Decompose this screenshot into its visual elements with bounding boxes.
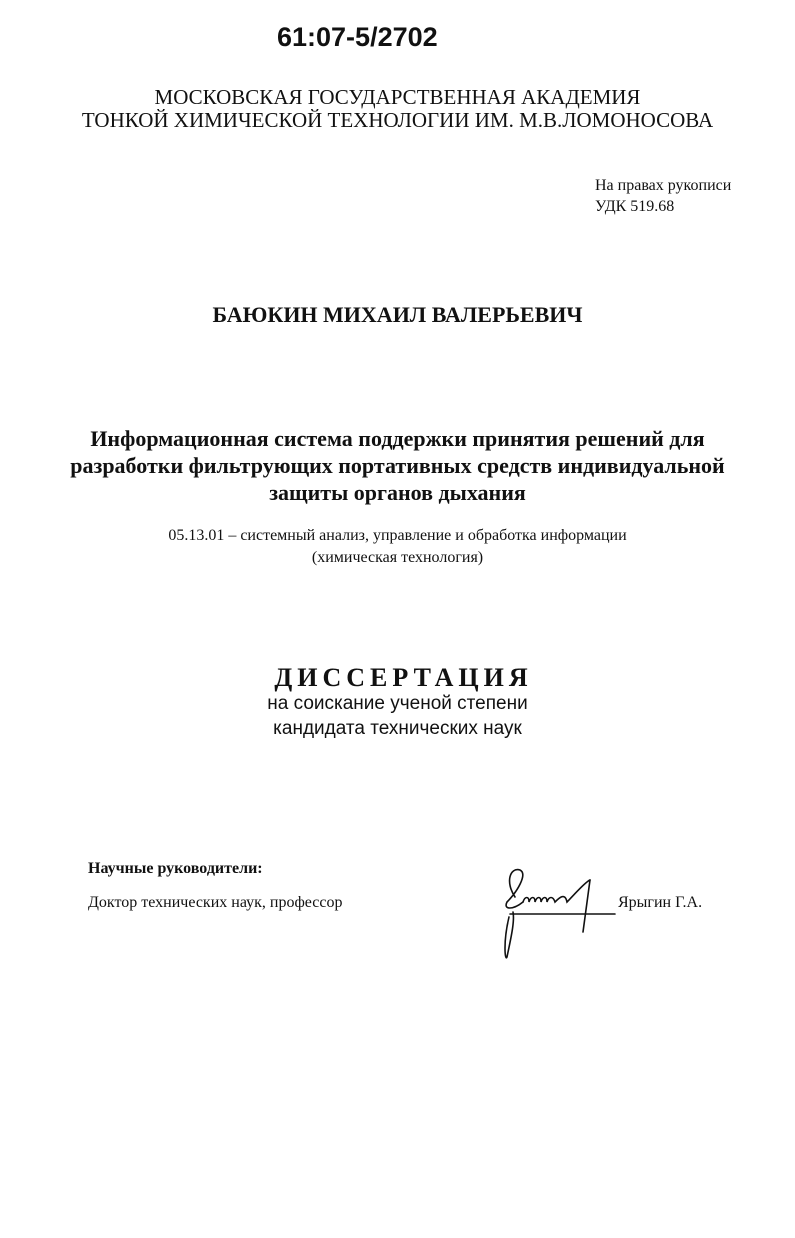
organization-line-1: МОСКОВСКАЯ ГОСУДАРСТВЕННАЯ АКАДЕМИЯ — [154, 85, 641, 109]
author-name: БАЮКИН МИХАИЛ ВАЛЕРЬЕВИЧ — [212, 302, 583, 327]
degree-line-1: на соискание ученой степени — [267, 693, 528, 714]
handwritten-signature — [495, 862, 620, 967]
specialty-line-1: 05.13.01 – системный анализ, управление и обработка информации — [168, 527, 627, 544]
document-type: ДИССЕРТАЦИЯ — [274, 663, 533, 692]
title-line-2: разработки фильтрующих портативных средств индивидуальной — [70, 453, 725, 478]
supervisor-degree: Доктор технических наук, профессор — [88, 894, 343, 911]
specialty-line-2: (химическая технология) — [311, 549, 484, 566]
title-line-3: защиты органов дыхания — [269, 480, 526, 505]
rights-note: На правах рукописи — [595, 177, 732, 194]
degree-line-2: кандидата технических наук — [273, 718, 522, 739]
organization-line-2: ТОНКОЙ ХИМИЧЕСКОЙ ТЕХНОЛОГИИ ИМ. М.В.ЛОМОНОСОВА — [81, 108, 714, 132]
title-line-1: Информационная система поддержки принятия решений для — [90, 426, 705, 451]
supervisors-heading: Научные руководители: — [88, 860, 263, 877]
archive-code: 61:07-5/2702 — [277, 22, 438, 52]
udk: УДК 519.68 — [595, 198, 675, 215]
supervisor-name: Ярыгин Г.А. — [618, 894, 703, 911]
